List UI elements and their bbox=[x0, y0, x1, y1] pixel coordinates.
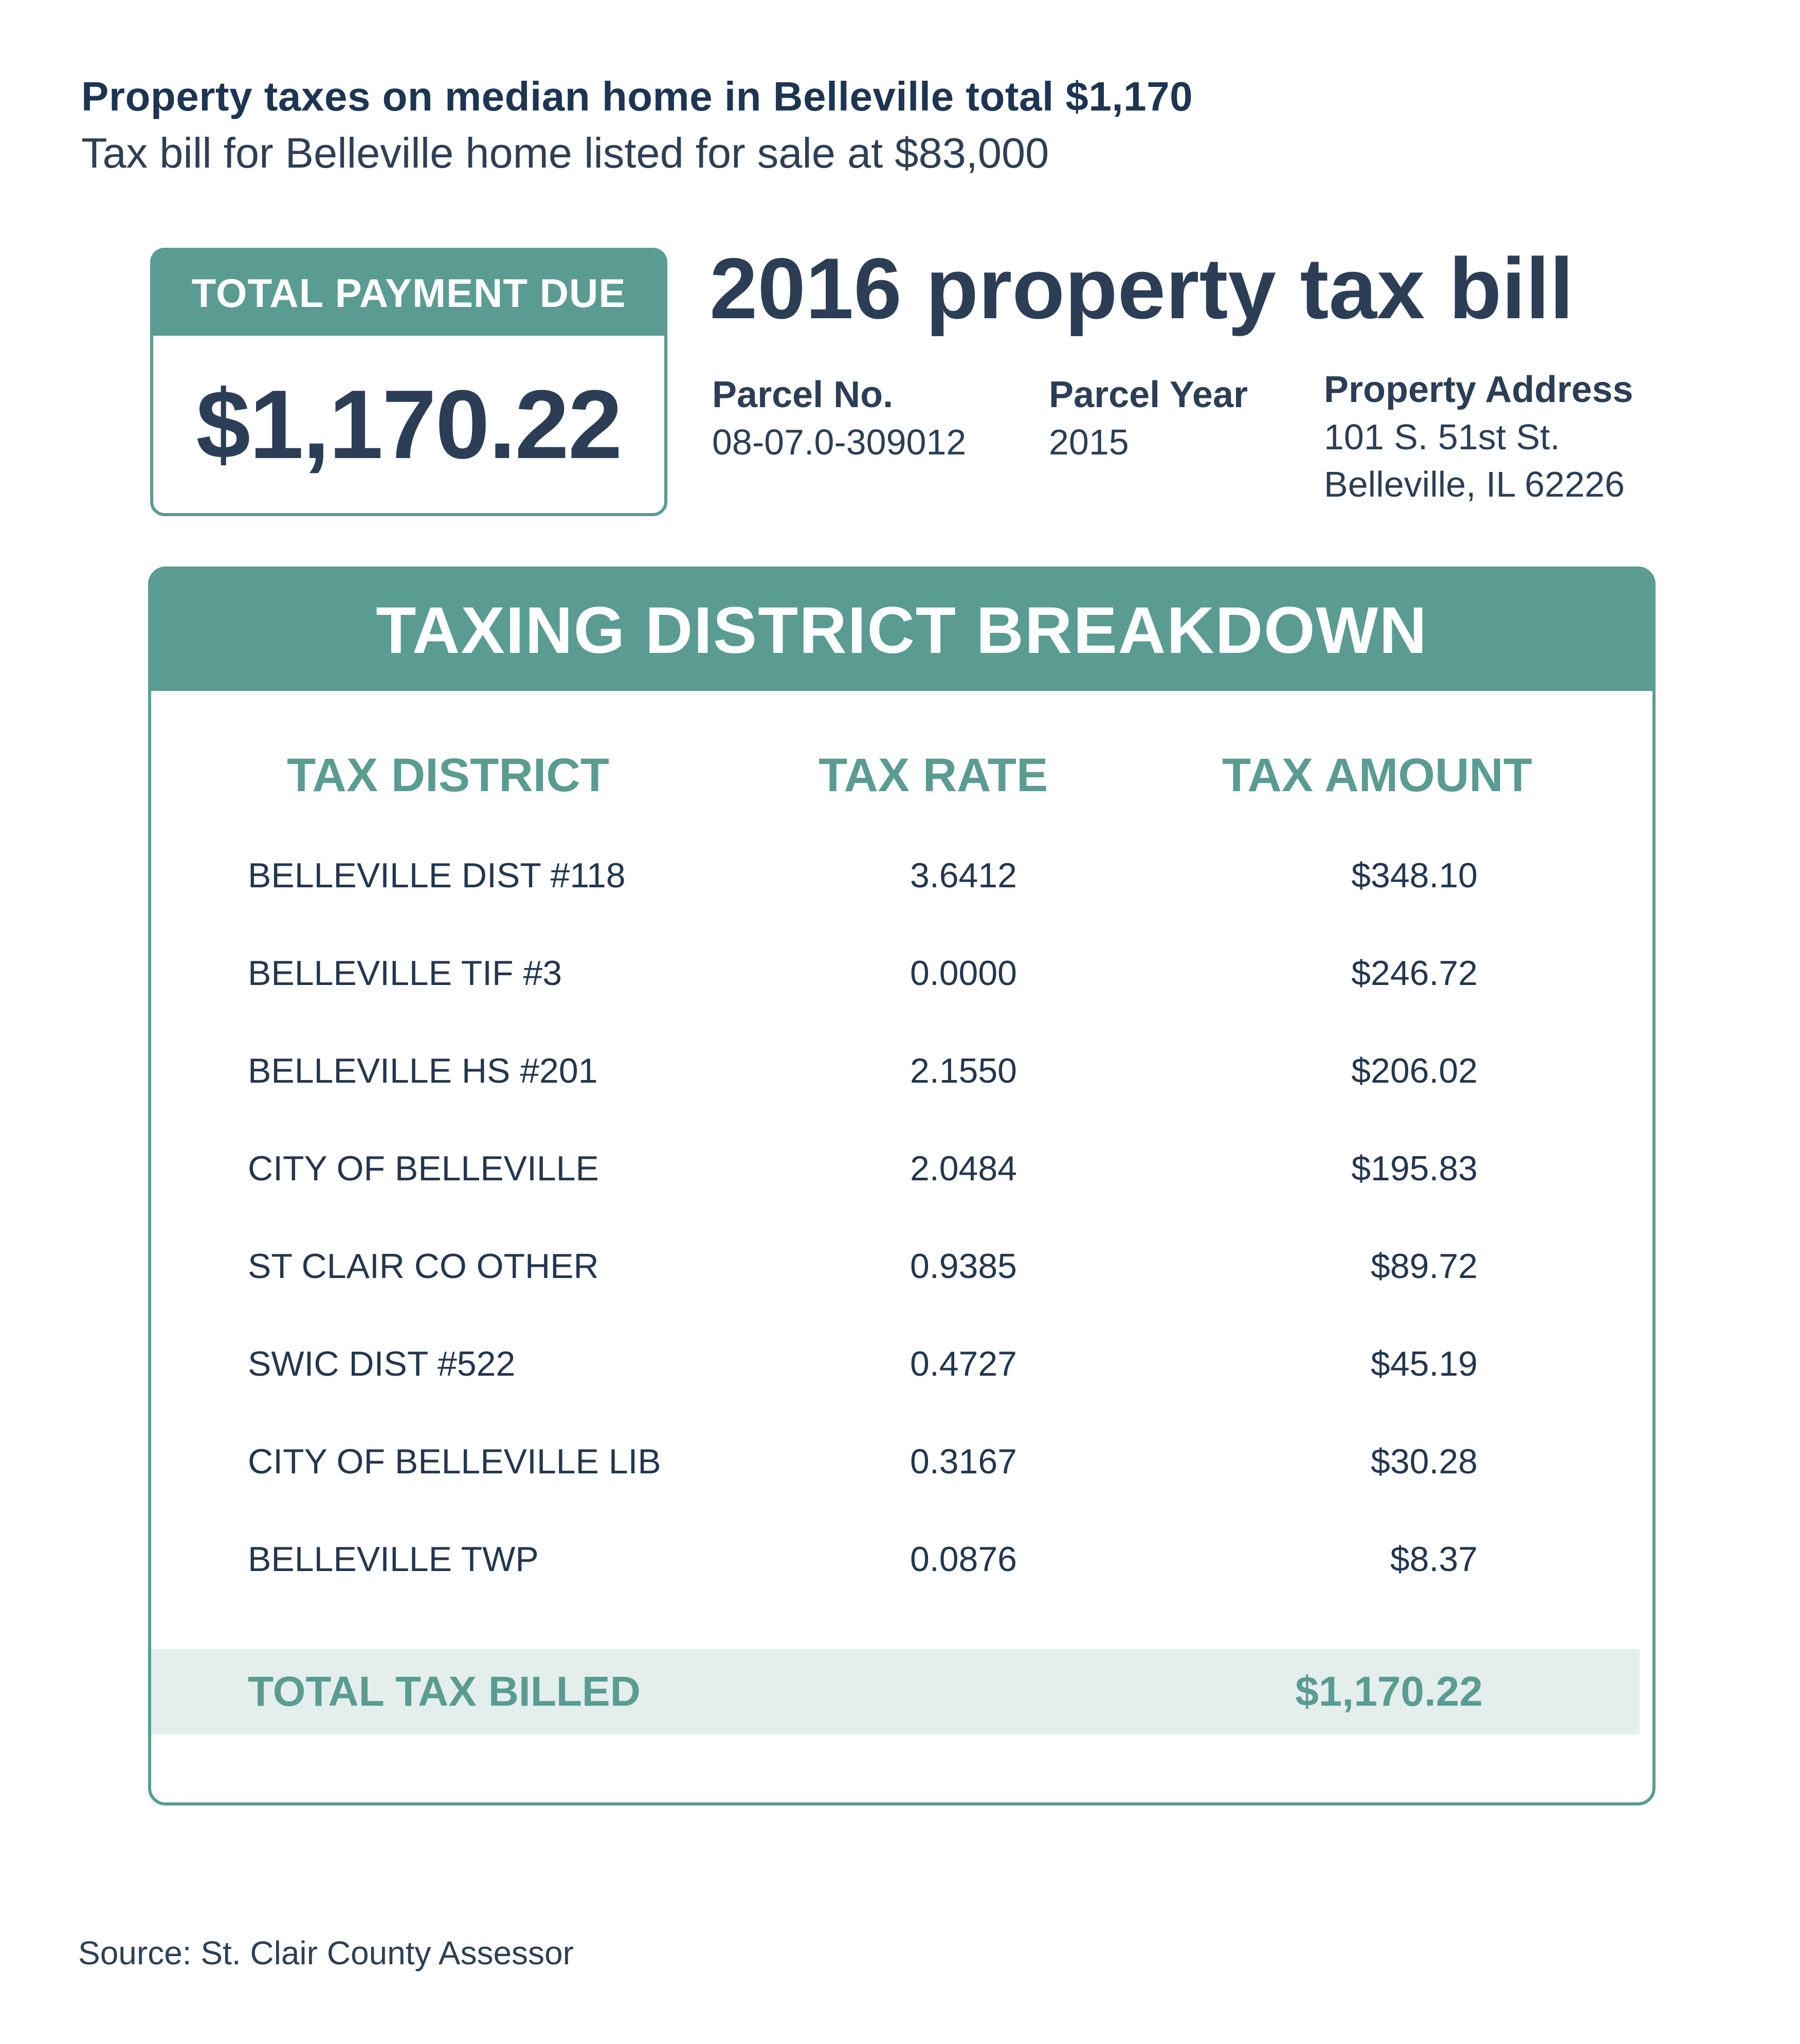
total-tax-billed-row bbox=[151, 1649, 1640, 1735]
district-amount: $206.02 bbox=[1351, 1051, 1478, 1090]
column-header-tax-rate: TAX RATE bbox=[819, 749, 1048, 801]
district-rate: 3.6412 bbox=[910, 856, 1017, 895]
district-name: SWIC DIST #522 bbox=[248, 1344, 516, 1383]
total-payment-due-amount: $1,170.22 bbox=[196, 370, 622, 479]
property-address-line2: Belleville, IL 62226 bbox=[1324, 464, 1625, 504]
district-amount: $195.83 bbox=[1351, 1149, 1478, 1188]
district-name: ST CLAIR CO OTHER bbox=[248, 1247, 599, 1286]
property-address-block bbox=[1324, 366, 1633, 508]
table-row bbox=[151, 827, 1652, 924]
parcel-number-block bbox=[712, 371, 966, 466]
district-amount: $89.72 bbox=[1371, 1247, 1478, 1286]
district-rate: 2.0484 bbox=[910, 1149, 1017, 1188]
district-amount: $45.19 bbox=[1371, 1344, 1478, 1383]
table-row bbox=[151, 1120, 1652, 1217]
headline: Property taxes on median home in Belleville total $1,170 bbox=[81, 74, 1193, 119]
district-rate: 0.3167 bbox=[910, 1442, 1017, 1481]
district-rate: 0.0876 bbox=[910, 1540, 1017, 1579]
table-row bbox=[151, 924, 1652, 1022]
district-rate: 0.9385 bbox=[910, 1247, 1017, 1286]
district-name: BELLEVILLE TIF #3 bbox=[248, 954, 562, 993]
table-row bbox=[151, 1413, 1652, 1510]
column-header-tax-amount: TAX AMOUNT bbox=[1222, 749, 1533, 801]
district-rows bbox=[151, 827, 1652, 1608]
total-payment-due-label: TOTAL PAYMENT DUE bbox=[153, 251, 664, 336]
table-row bbox=[151, 1315, 1652, 1413]
parcel-year-label: Parcel Year bbox=[1049, 374, 1248, 415]
district-rate: 0.0000 bbox=[910, 954, 1017, 993]
district-amount: $8.37 bbox=[1390, 1540, 1478, 1579]
source-note: Source: St. Clair County Assessor bbox=[78, 1934, 574, 1972]
district-amount: $246.72 bbox=[1351, 954, 1478, 993]
table-row bbox=[151, 1510, 1652, 1608]
district-rate: 0.4727 bbox=[910, 1344, 1017, 1383]
bill-title: 2016 property tax bill bbox=[710, 240, 1574, 337]
breakdown-title: TAXING DISTRICT BREAKDOWN bbox=[151, 570, 1652, 691]
parcel-number-value: 08-07.0-309012 bbox=[712, 422, 967, 462]
parcel-number-label: Parcel No. bbox=[712, 374, 894, 415]
district-amount: $348.10 bbox=[1351, 856, 1478, 895]
district-name: CITY OF BELLEVILLE bbox=[248, 1149, 599, 1188]
district-name: BELLEVILLE HS #201 bbox=[248, 1051, 598, 1090]
property-address-label: Property Address bbox=[1324, 369, 1633, 410]
taxing-district-breakdown bbox=[148, 567, 1656, 1805]
total-payment-due-box bbox=[150, 248, 667, 516]
column-header-tax-district: TAX DISTRICT bbox=[287, 749, 609, 801]
district-name: BELLEVILLE DIST #118 bbox=[248, 856, 626, 895]
total-tax-billed-label: TOTAL TAX BILLED bbox=[248, 1668, 641, 1715]
property-address-line1: 101 S. 51st St. bbox=[1324, 417, 1560, 457]
table-row bbox=[151, 1217, 1652, 1315]
total-tax-billed-amount: $1,170.22 bbox=[1295, 1668, 1483, 1715]
district-amount: $30.28 bbox=[1371, 1442, 1478, 1481]
district-rate: 2.1550 bbox=[910, 1051, 1017, 1090]
table-row bbox=[151, 1022, 1652, 1120]
district-name: CITY OF BELLEVILLE LIB bbox=[248, 1442, 661, 1481]
parcel-year-value: 2015 bbox=[1049, 422, 1129, 462]
parcel-year-block bbox=[1049, 371, 1248, 466]
subhead: Tax bill for Belleville home listed for sale at $83,000 bbox=[81, 129, 1049, 177]
district-name: BELLEVILLE TWP bbox=[248, 1540, 539, 1579]
